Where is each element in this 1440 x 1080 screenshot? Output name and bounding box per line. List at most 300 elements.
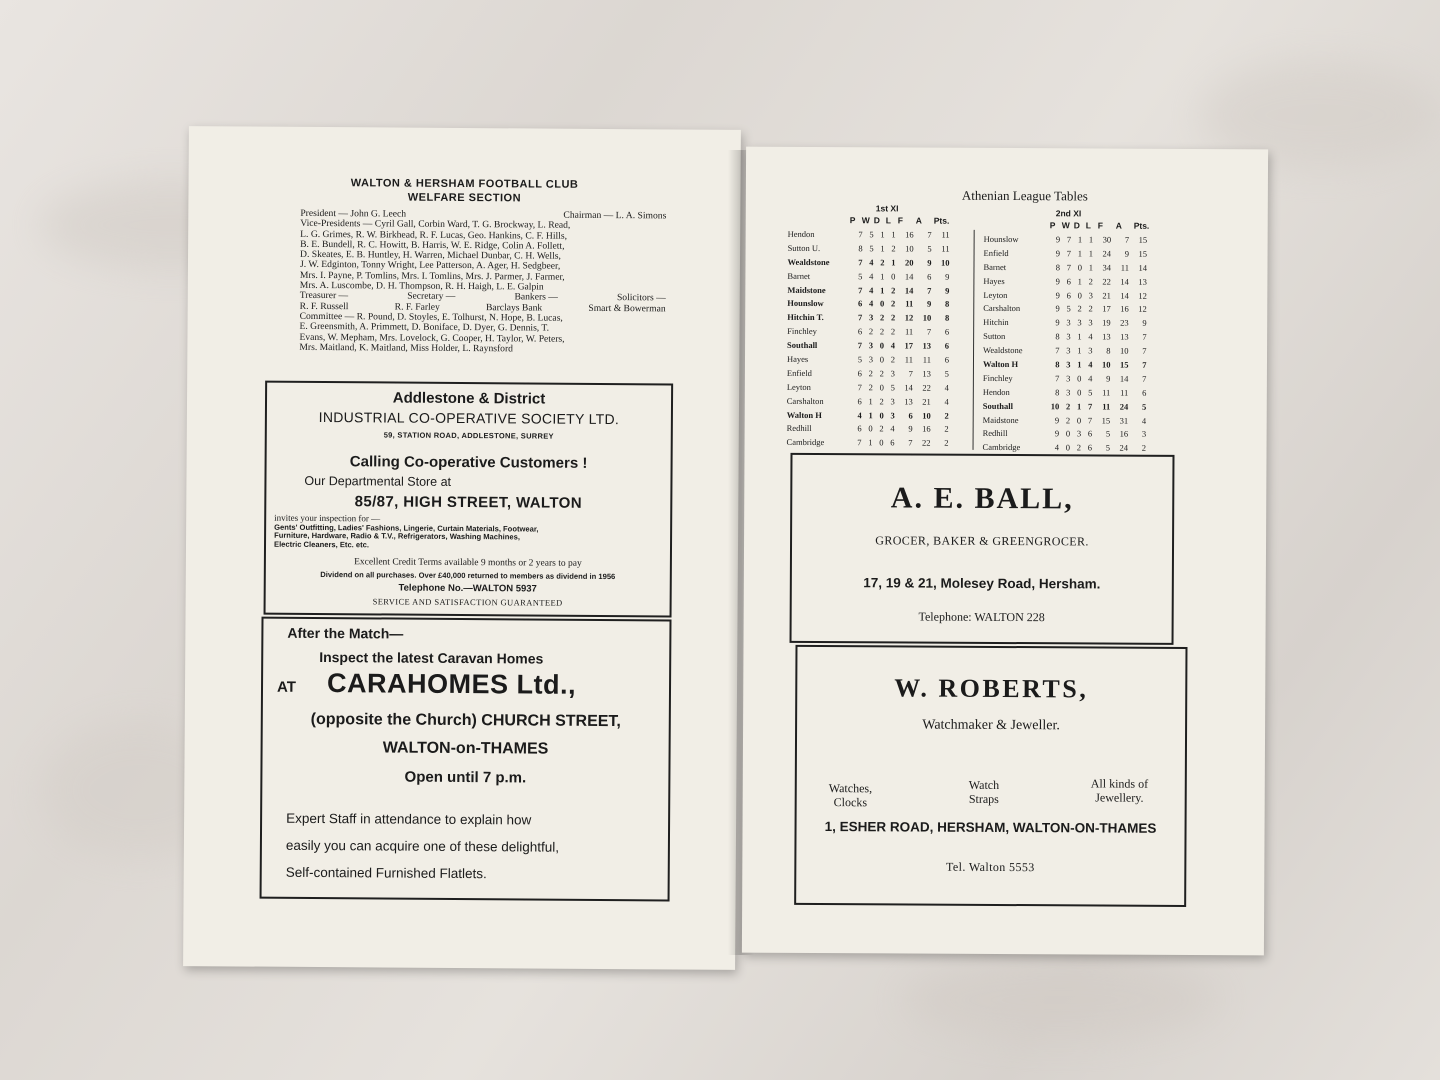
stat-cell: 2 xyxy=(868,382,873,393)
table-row xyxy=(981,371,1149,386)
table-row xyxy=(785,366,951,381)
table-row xyxy=(981,315,1149,330)
team-name: Hounslow xyxy=(983,233,1019,245)
stat-cell: 16 xyxy=(905,229,914,240)
right-page xyxy=(742,147,1268,956)
stat-cell: 1 xyxy=(891,257,896,268)
stat-cell: 7 xyxy=(1066,248,1072,259)
team-name: Leyton xyxy=(786,381,811,392)
carahomes-address: (opposite the Church) CHURCH STREET, xyxy=(310,710,621,731)
table-row xyxy=(981,260,1149,275)
stat-cell: 0 xyxy=(879,409,884,420)
stat-cell: 2 xyxy=(1077,303,1082,314)
stat-cell: 0 xyxy=(1077,387,1082,398)
table-divider xyxy=(973,230,975,450)
table-row xyxy=(981,385,1149,400)
stat-cell: 5 xyxy=(869,229,874,240)
table-row xyxy=(785,310,951,325)
stat-cell: 15 xyxy=(1101,415,1111,426)
stat-cell: 7 xyxy=(857,381,862,392)
table-row xyxy=(981,440,1149,455)
stat-cell: 3 xyxy=(1088,345,1093,356)
stat-cell: 9 xyxy=(1055,303,1060,314)
roberts-address: 1, ESHER ROAD, HERSHAM, WALTON-ON-THAMES xyxy=(824,819,1157,836)
stat-cell: 3 xyxy=(1066,359,1071,370)
team-name: Carshalton xyxy=(786,395,824,406)
stat-cell: 1 xyxy=(868,395,873,406)
welfare-line-part: Evans, W. Mepham, Mrs. Lovelock, G. Cooper, H. Taylor, W. Peters, xyxy=(299,331,565,345)
stat-cell: 9 xyxy=(1054,414,1060,425)
stat-cell: 6 xyxy=(1142,387,1147,398)
team-name: Redhill xyxy=(982,428,1008,439)
stat-cell: 2 xyxy=(879,312,885,323)
stat-cell: 6 xyxy=(857,326,863,337)
table-header-cell: D xyxy=(873,215,880,226)
stat-cell: 22 xyxy=(1102,276,1111,287)
table-row xyxy=(785,296,951,311)
carahomes-hours: Open until 7 p.m. xyxy=(404,768,527,787)
stat-cell: 8 xyxy=(858,243,863,254)
stat-cell: 10 xyxy=(1120,345,1129,356)
stat-cell: 24 xyxy=(1102,248,1112,259)
stat-cell: 5 xyxy=(869,243,874,254)
table-header-cell: W xyxy=(861,215,870,226)
stat-cell: 9 xyxy=(1055,234,1061,245)
stat-cell: 0 xyxy=(1077,262,1083,273)
stat-cell: 9 xyxy=(945,285,950,296)
coop-dividend: Dividend on all purchases. Over £40,000 returned to members as dividend in 1956 xyxy=(320,570,616,582)
stat-cell: 20 xyxy=(904,257,914,268)
table-header-cell: W xyxy=(1061,220,1070,231)
stat-cell: 7 xyxy=(857,312,863,323)
stat-cell: 4 xyxy=(1088,373,1093,384)
coop-store-intro: Our Departmental Store at xyxy=(304,473,452,489)
stat-cell: 1 xyxy=(1077,234,1083,245)
stat-cell: 11 xyxy=(1120,387,1129,398)
stat-cell: 14 xyxy=(904,271,914,282)
stat-cell: 9 xyxy=(1124,248,1130,259)
coop-goods xyxy=(274,524,539,551)
carahomes-body-line: Self-contained Furnished Flatlets. xyxy=(285,864,487,882)
stat-cell: 16 xyxy=(1119,429,1129,440)
stat-cell: 4 xyxy=(1054,442,1060,453)
welfare-subtitle: WELFARE SECTION xyxy=(407,191,522,205)
stat-cell: 3 xyxy=(890,396,895,407)
stat-cell: 0 xyxy=(1065,442,1071,453)
stat-cell: 3 xyxy=(1088,317,1093,328)
stat-cell: 6 xyxy=(944,354,950,365)
coop-advert xyxy=(264,381,674,618)
stat-cell: 2 xyxy=(891,284,896,295)
coop-society: INDUSTRIAL CO-OPERATIVE SOCIETY LTD. xyxy=(318,408,620,428)
first-xi-label: 1st XI xyxy=(875,203,899,214)
stat-cell: 6 xyxy=(944,326,950,337)
team-name: Sutton U. xyxy=(787,242,821,253)
table-header-cell: Pts. xyxy=(933,215,950,226)
table-row xyxy=(982,246,1150,261)
second-xi-table xyxy=(981,232,1150,455)
welfare-line-part: B. E. Bundell, R. C. Howitt, B. Harris, W. E. Ridge, Colin A. Follett, xyxy=(300,238,565,252)
coop-goods-line: Gents' Outfitting, Ladies' Fashions, Lingerie, Curtain Materials, Footwear, xyxy=(274,522,539,534)
stat-cell: 7 xyxy=(1142,373,1147,384)
stat-cell: 14 xyxy=(1119,373,1129,384)
roberts-col-line: All kinds of xyxy=(1090,776,1149,791)
roberts-col-line: Straps xyxy=(968,791,999,806)
table-row xyxy=(785,282,951,297)
stat-cell: 7 xyxy=(927,229,932,240)
team-name: Finchley xyxy=(787,326,817,337)
table-row xyxy=(785,324,951,339)
stat-cell: 2 xyxy=(879,395,884,406)
carahomes-body-line: easily you can acquire one of these delightful, xyxy=(285,837,560,855)
stat-cell: 8 xyxy=(1055,386,1060,398)
stat-cell: 15 xyxy=(1119,359,1129,370)
stat-cell: 7 xyxy=(908,368,913,379)
welfare-line-part: Mrs. I. Payne, P. Tomlins, Mrs. I. Tomlins, Mrs. J. Parmer, J. Farmer, xyxy=(299,269,565,283)
stat-cell: 7 xyxy=(1124,234,1130,245)
stat-cell: 3 xyxy=(1077,317,1082,328)
team-name: Hendon xyxy=(982,386,1010,397)
team-name: Barnet xyxy=(787,270,811,281)
stat-cell: 1 xyxy=(891,229,896,240)
stat-cell: 3 xyxy=(868,354,874,365)
stat-cell: 3 xyxy=(868,340,874,351)
ball-address: 17, 19 & 21, Molesey Road, Hersham. xyxy=(863,575,1101,592)
table-row xyxy=(981,343,1149,358)
stat-cell: 8 xyxy=(1106,345,1111,356)
stat-cell: 3 xyxy=(1088,289,1093,300)
table-row xyxy=(786,227,952,242)
welfare-line-part: Chairman — L. A. Simons xyxy=(563,209,667,222)
stat-cell: 2 xyxy=(1076,442,1082,453)
stat-cell: 1 xyxy=(880,229,885,240)
stat-cell: 21 xyxy=(922,396,931,407)
stat-cell: 6 xyxy=(890,437,895,448)
roberts-name: W. ROBERTS, xyxy=(894,673,1089,704)
coop-credit: Excellent Credit Terms available 9 months or 2 years to pay xyxy=(354,557,582,569)
stat-cell: 13 xyxy=(922,340,932,351)
roberts-col-straps xyxy=(969,778,1000,806)
team-name: Maidstone xyxy=(982,414,1019,425)
carahomes-line1: After the Match— xyxy=(287,624,404,642)
table-header-cell: P xyxy=(1049,220,1056,231)
stat-cell: 9 xyxy=(1142,317,1147,329)
team-name: Wealdstone xyxy=(983,344,1023,356)
stat-cell: 5 xyxy=(927,243,932,254)
roberts-col-line: Jewellery. xyxy=(1095,790,1144,805)
stat-cell: 5 xyxy=(858,270,863,281)
stat-cell: 4 xyxy=(1141,415,1147,426)
stat-cell: 3 xyxy=(1066,317,1071,328)
stat-cell: 7 xyxy=(857,437,862,448)
ball-advert xyxy=(790,453,1175,645)
stat-cell: 13 xyxy=(922,368,931,379)
stat-cell: 14 xyxy=(904,284,914,296)
stat-cell: 1 xyxy=(1077,275,1082,287)
stat-cell: 0 xyxy=(1076,414,1082,425)
stat-cell: 13 xyxy=(904,396,913,407)
left-page xyxy=(183,126,741,970)
stat-cell: 2 xyxy=(868,326,874,337)
stat-cell: 5 xyxy=(1105,442,1111,453)
stat-cell: 3 xyxy=(1066,387,1071,398)
stat-cell: 5 xyxy=(890,382,895,393)
stat-cell: 17 xyxy=(904,340,914,351)
carahomes-name: CARAHOMES Ltd., xyxy=(326,668,577,700)
table-header-cell: L xyxy=(885,215,891,226)
stat-cell: 11 xyxy=(922,354,932,365)
stat-cell: 4 xyxy=(869,298,874,309)
stat-cell: 5 xyxy=(1088,387,1093,398)
stat-cell: 8 xyxy=(1055,331,1060,342)
table-header-cell: F xyxy=(897,215,903,226)
coop-headline: Calling Co-operative Customers ! xyxy=(349,453,588,472)
roberts-advert xyxy=(794,645,1187,907)
carahomes-body-line: Expert Staff in attendance to explain how xyxy=(286,810,532,828)
table-row xyxy=(785,421,951,436)
stat-cell: 2 xyxy=(1065,400,1071,411)
stat-cell: 10 xyxy=(940,257,950,268)
stat-cell: 2 xyxy=(890,326,896,337)
stat-cell: 1 xyxy=(1076,401,1082,412)
table-header-cell: A xyxy=(1115,220,1122,231)
table-row xyxy=(785,255,951,270)
team-name: Cambridge xyxy=(982,442,1021,453)
stat-cell: 7 xyxy=(1142,359,1147,370)
roberts-trade: Watchmaker & Jeweller. xyxy=(922,717,1060,734)
stat-cell: 4 xyxy=(890,423,895,434)
team-name: Hendon xyxy=(787,228,815,239)
stat-cell: 8 xyxy=(944,312,950,323)
coop-invites: invites your inspection for — xyxy=(274,512,381,524)
stat-cell: 10 xyxy=(922,410,931,421)
stat-cell: 24 xyxy=(1119,401,1129,412)
table-header-cell: D xyxy=(1073,220,1080,231)
team-name: Sutton xyxy=(983,331,1006,342)
stat-cell: 0 xyxy=(868,423,873,434)
stat-cell: 6 xyxy=(1087,442,1093,453)
stat-cell: 0 xyxy=(879,382,884,393)
stat-cell: 13 xyxy=(1120,331,1129,342)
welfare-line-part: R. F. Russell xyxy=(299,300,349,312)
second-xi-label: 2nd XI xyxy=(1055,208,1082,219)
stat-cell: 9 xyxy=(1055,248,1061,259)
table-header-cell: P xyxy=(849,215,856,226)
stat-cell: 17 xyxy=(1102,303,1111,314)
stat-cell: 2 xyxy=(1088,303,1093,314)
team-name: Carshalton xyxy=(983,303,1021,314)
stat-cell: 9 xyxy=(1054,428,1060,439)
welfare-line-part: Smart & Bowerman xyxy=(588,302,666,315)
table-row xyxy=(981,357,1149,372)
stat-cell: 3 xyxy=(1066,345,1071,356)
welfare-line-part: Mrs. Maitland, K. Maitland, Miss Holder, L. Raynsford xyxy=(299,341,514,355)
stat-cell: 4 xyxy=(857,409,862,420)
stat-cell: 15 xyxy=(1138,248,1148,259)
stat-cell: 3 xyxy=(1066,331,1071,342)
welfare-line-part: Solicitors — xyxy=(616,292,666,304)
stat-cell: 2 xyxy=(1088,276,1093,287)
stat-cell: 8 xyxy=(1055,261,1061,273)
stat-cell: 3 xyxy=(868,312,874,323)
table-row xyxy=(785,435,951,450)
team-name: Walton H xyxy=(982,358,1019,370)
stat-cell: 9 xyxy=(1055,275,1060,286)
stat-cell: 10 xyxy=(1101,359,1111,370)
stat-cell: 31 xyxy=(1119,415,1129,426)
stat-cell: 2 xyxy=(890,312,896,323)
second-xi-headers xyxy=(1050,220,1154,231)
stat-cell: 5 xyxy=(1141,401,1147,412)
stat-cell: 11 xyxy=(1102,401,1111,412)
stat-cell: 2 xyxy=(1141,443,1147,454)
table-row xyxy=(981,301,1149,316)
carahomes-town: WALTON-on-THAMES xyxy=(382,739,549,758)
first-xi-table xyxy=(785,227,952,450)
stat-cell: 5 xyxy=(1105,428,1111,439)
stat-cell: 11 xyxy=(905,298,914,309)
stat-cell: 14 xyxy=(1138,262,1148,273)
stat-cell: 0 xyxy=(1077,289,1082,300)
stat-cell: 3 xyxy=(890,368,895,379)
team-name: Leyton xyxy=(983,289,1008,300)
stat-cell: 0 xyxy=(880,298,885,309)
team-name: Southall xyxy=(787,339,818,351)
stat-cell: 7 xyxy=(1055,373,1060,384)
table-row xyxy=(981,399,1149,414)
table-row xyxy=(785,380,951,395)
stat-cell: 0 xyxy=(891,271,896,282)
ball-trade: GROCER, BAKER & GREENGROCER. xyxy=(875,533,1089,549)
roberts-telephone: Tel. Walton 5553 xyxy=(945,859,1035,875)
coop-name: Addlestone & District xyxy=(392,389,546,408)
stat-cell: 2 xyxy=(890,354,896,365)
stat-cell: 15 xyxy=(1138,234,1148,245)
stat-cell: 2 xyxy=(868,368,873,379)
team-name: Redhill xyxy=(786,423,812,434)
stat-cell: 4 xyxy=(890,340,896,351)
stat-cell: 4 xyxy=(869,284,874,295)
welfare-line-part: Treasurer — xyxy=(299,290,349,302)
table-row xyxy=(785,394,951,409)
carahomes-advert xyxy=(260,617,672,902)
stat-cell: 9 xyxy=(1055,317,1060,328)
stat-cell: 7 xyxy=(858,256,863,267)
stat-cell: 6 xyxy=(1087,428,1093,439)
stat-cell: 2 xyxy=(879,326,885,337)
stat-cell: 7 xyxy=(857,340,863,351)
stat-cell: 2 xyxy=(1065,414,1071,425)
stat-cell: 7 xyxy=(1087,414,1093,425)
coop-address: 59, STATION ROAD, ADDLESTONE, SURREY xyxy=(383,430,554,441)
stat-cell: 6 xyxy=(857,395,862,406)
stat-cell: 2 xyxy=(880,257,885,268)
stat-cell: 7 xyxy=(1055,345,1060,356)
stat-cell: 10 xyxy=(905,243,914,254)
table-row xyxy=(785,407,951,422)
stat-cell: 6 xyxy=(857,368,862,379)
stat-cell: 4 xyxy=(869,270,874,281)
roberts-col-watches xyxy=(829,781,873,809)
roberts-col-jewellery xyxy=(1091,776,1148,804)
stat-cell: 9 xyxy=(1055,289,1060,300)
table-row xyxy=(981,426,1149,441)
stat-cell: 4 xyxy=(1088,359,1093,370)
team-name: Hayes xyxy=(786,353,809,364)
stat-cell: 4 xyxy=(869,257,874,268)
table-row xyxy=(785,269,951,284)
table-row xyxy=(982,232,1150,247)
stat-cell: 3 xyxy=(1066,373,1071,384)
roberts-col-line: Clocks xyxy=(833,795,868,810)
stat-cell: 7 xyxy=(858,229,863,240)
stat-cell: 1 xyxy=(868,409,873,420)
stat-cell: 9 xyxy=(927,298,932,310)
welfare-line-part: Secretary — xyxy=(407,290,456,303)
stat-cell: 7 xyxy=(1142,331,1147,342)
stat-cell: 6 xyxy=(1066,275,1071,286)
team-name: Cambridge xyxy=(786,437,825,448)
table-row xyxy=(786,241,952,256)
stat-cell: 1 xyxy=(868,437,873,448)
stat-cell: 5 xyxy=(857,354,863,365)
stat-cell: 13 xyxy=(1138,276,1147,287)
stat-cell: 10 xyxy=(922,312,932,323)
stat-cell: 7 xyxy=(1142,345,1147,356)
stat-cell: 1 xyxy=(880,270,885,281)
stat-cell: 0 xyxy=(1065,428,1071,439)
stat-cell: 2 xyxy=(944,424,949,435)
stat-cell: 11 xyxy=(904,354,914,365)
stat-cell: 11 xyxy=(941,243,950,254)
stat-cell: 0 xyxy=(879,340,885,351)
welfare-line-part: Barclays Bank xyxy=(485,301,543,314)
welfare-line-part: L. G. Grimes, R. W. Birkhead, R. F. Lucas, Geo. Hankins, C. F. Hills, xyxy=(300,228,568,242)
stat-cell: 1 xyxy=(1077,331,1082,342)
welfare-line-part: D. Skeates, E. B. Huntley, H. Warren, Michael Dunbar, C. H. Wells, xyxy=(300,249,561,262)
stat-cell: 3 xyxy=(890,409,895,420)
welfare-line-part: Mrs. A. Luscombe, D. H. Thompson, R. H. Haigh, L. E. Galpin xyxy=(299,279,544,293)
stat-cell: 0 xyxy=(879,354,885,365)
stat-cell: 1 xyxy=(1088,262,1094,273)
stat-cell: 2 xyxy=(879,368,884,379)
stat-cell: 6 xyxy=(927,271,932,282)
roberts-col-line: Watches, xyxy=(828,781,873,796)
stat-cell: 12 xyxy=(904,312,914,323)
stat-cell: 24 xyxy=(1119,442,1129,453)
stat-cell: 9 xyxy=(945,271,950,282)
team-name: Hounslow xyxy=(787,298,824,309)
welfare-line xyxy=(299,343,665,356)
coop-service: SERVICE AND SATISFACTION GUARANTEED xyxy=(372,596,563,608)
team-name: Wealdstone xyxy=(787,256,830,267)
stat-cell: 6 xyxy=(857,423,862,434)
stat-cell: 6 xyxy=(1066,289,1071,300)
coop-goods-line: Furniture, Hardware, Radio & T.V., Refrigerators, Washing Machines, xyxy=(274,531,520,542)
stat-cell: 0 xyxy=(879,437,884,448)
welfare-line-part: R. F. Farley xyxy=(394,301,440,313)
table-row xyxy=(981,412,1149,427)
table-row xyxy=(785,352,951,367)
stat-cell: 1 xyxy=(1077,248,1083,259)
background-marble-streak xyxy=(900,960,1220,1040)
stat-cell: 16 xyxy=(1120,303,1129,315)
team-name: Maidstone xyxy=(787,284,826,295)
table-header-cell: Pts. xyxy=(1133,220,1150,231)
coop-store-address: 85/87, HIGH STREET, WALTON xyxy=(354,493,583,512)
stat-cell: 8 xyxy=(1055,359,1060,370)
stat-cell: 2 xyxy=(944,410,949,421)
